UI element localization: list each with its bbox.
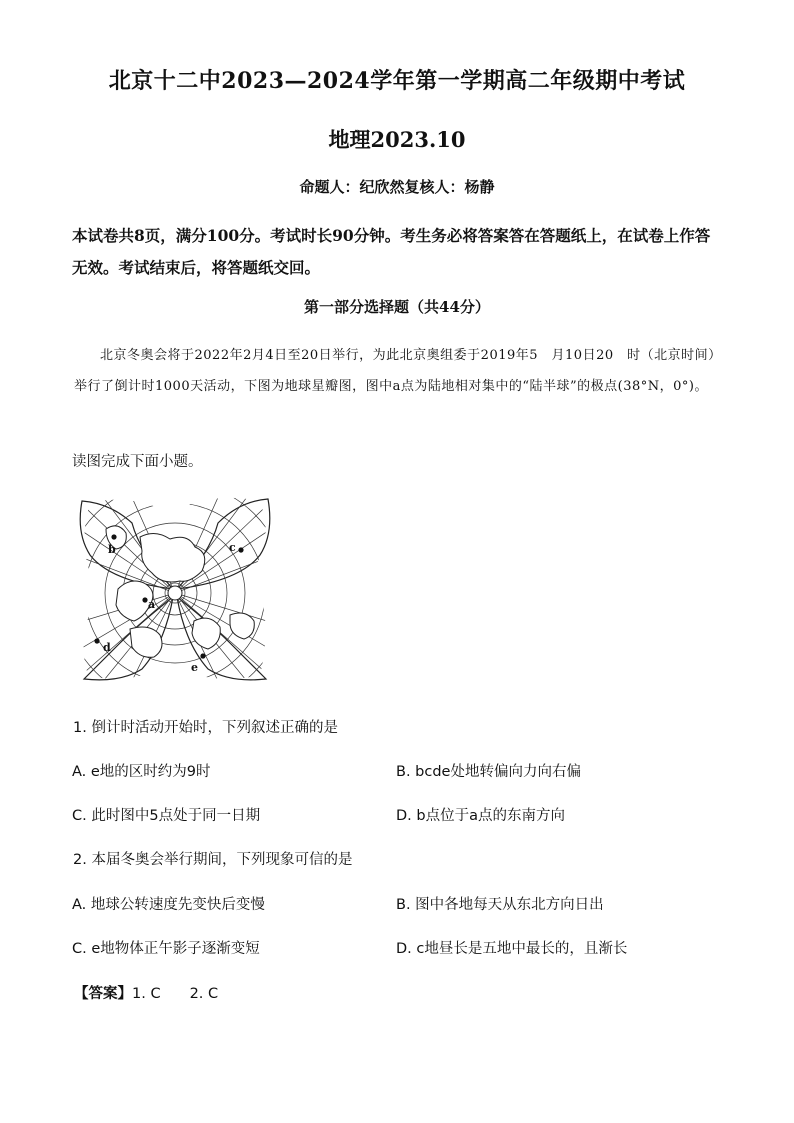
answer-text: 1. C 2. C [132, 986, 219, 1002]
answer-tag: 【答案】 [74, 986, 132, 1002]
question-2-option-c: C. e地物体正午影子逐渐变短 [72, 941, 260, 957]
point-d-marker [94, 638, 99, 643]
exam-authors: 命题人：纪欣然复核人：杨静 [299, 178, 495, 196]
point-e-label: e [191, 661, 198, 674]
question-1-option-a: A. e地的区时约为9时 [72, 764, 211, 780]
question-1-stem: 1. 倒计时活动开始时，下列叙述正确的是 [73, 720, 338, 736]
question-1-option-d: D. b点位于a点的东南方向 [396, 808, 565, 824]
point-a-label: a [148, 598, 156, 611]
question-2-stem: 2. 本届冬奥会举行期间，下列现象可信的是 [73, 852, 353, 868]
point-d-label: d [103, 641, 111, 654]
point-c-marker [238, 547, 243, 552]
question-2-option-a: A. 地球公转速度先变快后变慢 [72, 897, 265, 913]
point-b-marker [111, 534, 116, 539]
question-2-option-d: D. c地昼长是五地中最长的，且渐长 [396, 941, 628, 957]
question-1-option-c: C. 此时图中5点处于同一日期 [72, 808, 261, 824]
landmass-east [230, 613, 254, 639]
landmass-southwest [130, 627, 162, 657]
question-1-option-b: B. bcde处地转偏向力向右偏 [396, 764, 581, 780]
section-title: 第一部分选择题（共44分） [304, 298, 490, 316]
landmass-north [140, 533, 205, 582]
exam-title: 北京十二中2023—2024学年第一学期高二年级期中考试 [108, 68, 686, 94]
star-petal-map-figure [70, 493, 280, 685]
point-a-marker [142, 597, 147, 602]
intro-paragraph: 北京冬奥会将于2022年2月4日至20日举行，为此北京奥组委于2019年5 月10日20 时（北京时间）举行了倒计时1000天活动，下图为地球星瓣图，图中a点为陆地相对集中的“陆半球”的极点(38°N，0°)。 [74, 348, 722, 394]
star-petal-map [70, 493, 280, 685]
point-b-label: b [108, 543, 116, 556]
answer-line [74, 982, 218, 1003]
question-2-option-b: B. 图中各地每天从东北方向日出 [396, 897, 604, 913]
point-e-marker [200, 653, 205, 658]
landmass-southeast [192, 618, 220, 649]
reading-prompt: 读图完成下面小题。 [72, 454, 203, 470]
exam-subtitle: 地理2023.10 [328, 127, 466, 152]
point-c-label: c [229, 541, 236, 554]
exam-notice: 本试卷共8页，满分100分。考试时长90分钟。考生务必将答案答在答题纸上，在试卷上作答无效。考试结束后，将答题纸交回。 [72, 226, 711, 277]
